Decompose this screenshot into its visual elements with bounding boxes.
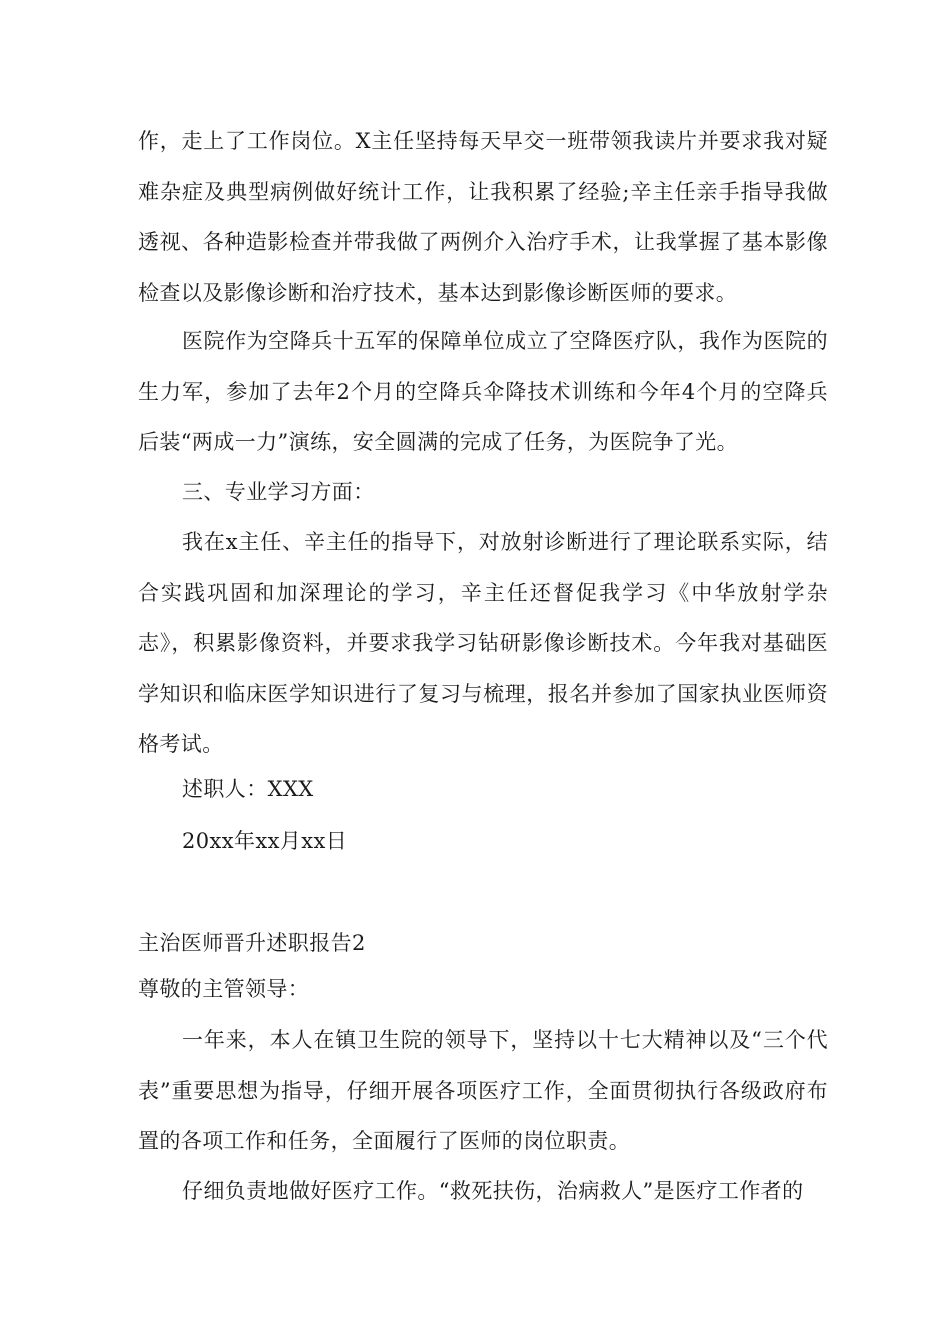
body-paragraph-medical-team: 医院作为空降兵十五军的保障单位成立了空降医疗队，我作为医院的生力军，参加了去年2个月的空降兵伞降技术训练和今年4个月的空降兵后装“两成一力”演练，安全圆满的完成了任务，为医院争了光。 — [138, 329, 828, 454]
body-paragraph-medical-work: 仔细负责地做好医疗工作。“救死扶伤，治病救人”是医疗工作者的 — [182, 1179, 804, 1203]
body-paragraph-study: 我在x主任、辛主任的指导下，对放射诊断进行了理论联系实际，结合实践巩固和加深理论的学习，辛主任还督促我学习《中华放射学杂志》，积累影像资料，并要求我学习钻研影像诊断技术。今年我对基础医学知识和临床医学知识进行了复习与梳理，报名并参加了国家执业医师资格考试。 — [138, 530, 828, 756]
date-line: 20xx年xx月xx日 — [182, 829, 348, 853]
body-paragraph-work-post: 作，走上了工作岗位。X主任坚持每天早交一班带领我读片并要求我对疑难杂症及典型病例做好统计工作，让我积累了经验;辛主任亲手指导我做透视、各种造影检查并带我做了两例介入治疗手术，让我掌握了基本影像检查以及影像诊断和治疗技术，基本达到影像诊断医师的要求。 — [138, 129, 828, 305]
body-paragraph-year-summary: 一年来，本人在镇卫生院的领导下，坚持以十七大精神以及“三个代表”重要思想为指导，仔细开展各项医疗工作，全面贯彻执行各级政府布置的各项工作和任务，全面履行了医师的岗位职责。 — [138, 1028, 828, 1153]
signature-line: 述职人：XXX — [182, 777, 314, 801]
salutation: 尊敬的主管领导： — [138, 977, 310, 1001]
section-heading-study: 三、专业学习方面： — [182, 480, 375, 504]
report-title: 主治医师晋升述职报告2 — [138, 931, 366, 955]
